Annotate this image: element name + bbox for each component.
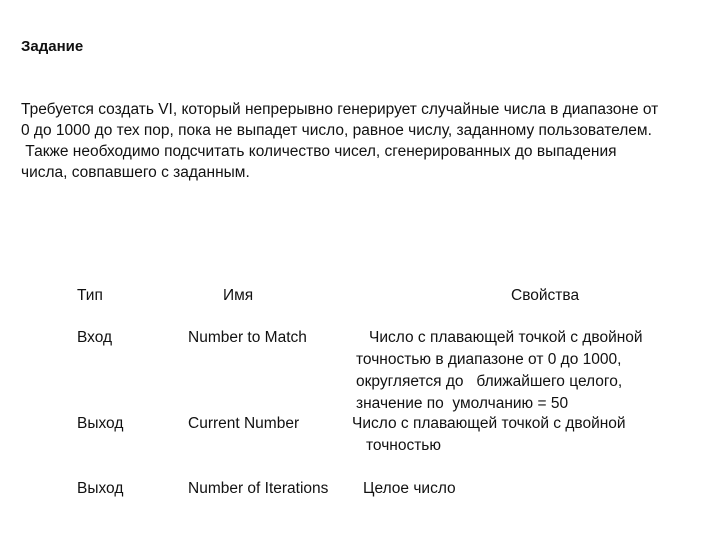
row-name: Current Number — [188, 415, 300, 432]
row-type: Выход — [77, 415, 124, 432]
row-properties — [356, 327, 643, 415]
header-type: Тип — [77, 287, 103, 304]
property-line: Число с плавающей точкой с двойной — [352, 415, 626, 432]
row-name: Number to Match — [188, 329, 307, 346]
row-name: Number of Iterations — [188, 480, 329, 497]
page-heading: Задание — [21, 38, 84, 55]
property-line: Число с плавающей точкой с двойной — [369, 329, 643, 346]
task-line: числа, совпавшего с заданным. — [21, 164, 250, 181]
property-line: точностью в диапазоне от 0 до 1000, — [356, 351, 622, 368]
task-line: 0 до 1000 до тех пор, пока не выпадет число, равное числу, заданному пользователем. — [21, 122, 652, 139]
header-properties: Свойства — [511, 287, 580, 304]
task-line: Также необходимо подсчитать количество чисел, сгенерированных до выпадения — [21, 143, 617, 160]
property-line: значение по умолчанию = 50 — [356, 395, 569, 412]
task-line: Требуется создать VI, который непрерывно генерирует случайные числа в диапазоне от — [21, 101, 659, 118]
row-properties — [363, 478, 456, 500]
row-type: Выход — [77, 480, 124, 497]
property-line: Целое число — [363, 480, 456, 497]
property-line: округляется до ближайшего целого, — [356, 373, 623, 390]
header-name: Имя — [223, 287, 254, 304]
row-type: Вход — [77, 329, 113, 346]
property-line: точностью — [366, 437, 442, 454]
row-properties — [352, 413, 626, 457]
task-description — [21, 99, 706, 183]
